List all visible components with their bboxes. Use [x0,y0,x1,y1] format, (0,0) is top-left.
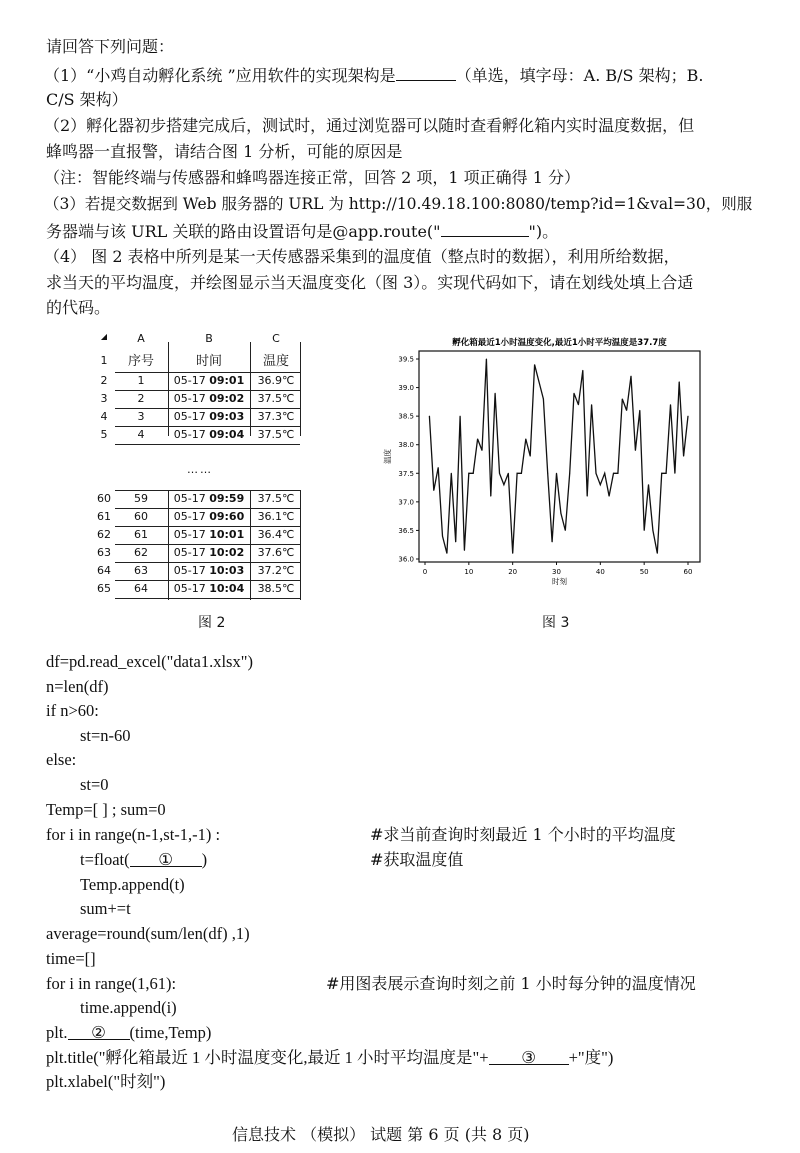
y-axis-label: 温度 [383,449,392,464]
x-tick-label: 10 [464,568,474,576]
header-cell: 时间 [195,354,222,369]
x-tick-label: 60 [683,568,693,576]
time: 09:04 [209,428,245,441]
code-line: plt.xlabel("时刻") [46,1072,166,1091]
time: 10:01 [209,528,245,541]
table-row [95,562,305,580]
cell-temp: 37.5℃ [257,492,295,505]
table-row [95,508,305,526]
code-line: else: [46,750,77,769]
y-tick-label: 39.5 [398,355,414,364]
cell-temp: 36.9℃ [257,374,295,387]
date: 05-17 [173,564,206,577]
code-line: time.append(i) [80,998,177,1017]
data-point [451,473,452,474]
cell-time [169,428,249,441]
data-point [617,473,618,474]
code-line: sum+=t [80,899,131,918]
date: 05-17 [173,492,206,505]
code-line: n=len(df) [46,677,109,696]
data-point [569,473,570,474]
cell-index: 60 [134,510,148,523]
date: 05-17 [173,410,206,423]
data-point [530,456,531,457]
data-point [495,393,496,394]
data-point [639,410,640,411]
data-point [438,467,439,468]
question-4: （4） 图 2 表格中所列是某一天传感器采集到的温度值（整点时的数据），利用所给数据， [44,247,680,266]
row-number: 2 [100,374,108,387]
row-number: 5 [100,428,108,441]
col-letter: C [272,332,280,345]
code-text: plt.title("孵化箱最近 1 小时温度变化,最近 1 小时平均温度是"+ [46,1048,489,1067]
data-point [556,473,557,474]
data-point [512,553,513,554]
date: 05-17 [173,510,206,523]
answer-blank-2: ② [68,1023,130,1040]
col-letter: B [205,332,213,345]
time: 09:60 [209,510,245,523]
data-point [429,416,430,417]
table-row [95,490,305,508]
code-text: ) [201,850,208,869]
data-point [674,473,675,474]
cell-time [169,410,249,423]
cell-time [169,374,249,387]
row-number: 1 [100,354,108,367]
data-point [499,473,500,474]
answer-blank-3: ③ [489,1048,569,1065]
code-line: for i in range(n-1,st-1,-1) : [46,825,221,844]
x-tick-label: 50 [639,568,649,576]
code-line: st=0 [80,775,109,794]
row-number: 60 [97,492,111,505]
data-point [661,473,662,474]
x-tick-label: 0 [422,568,428,576]
table-row [95,580,305,598]
data-point [538,381,539,382]
temperature-series-line [429,359,688,553]
cell-index: 62 [134,546,148,559]
answer-blank [441,220,529,237]
cell-index: 59 [134,492,148,505]
cell-index: 4 [137,428,145,441]
data-point [644,530,645,531]
data-point [490,496,491,497]
table-row [95,390,305,408]
data-point [604,473,605,474]
table-row [95,426,305,444]
row-number: 62 [97,528,111,541]
data-point [486,359,487,360]
q2-note: （注：智能终端与传感器和蜂鸣器连接正常，回答 2 项，1 项正确得 1 分） [44,168,580,187]
cell-temp: 37.3℃ [257,410,295,423]
code-comment: #用图表展示查询时刻之前 1 小时每分钟的温度情况 [326,974,696,993]
data-point [670,404,671,405]
col-letter: A [137,332,145,345]
row-number: 64 [97,564,111,577]
data-point [683,456,684,457]
data-point [503,484,504,485]
y-tick-label: 38.5 [398,412,414,421]
data-point [534,364,535,365]
x-tick-label: 40 [595,568,605,576]
time: 09:03 [209,410,245,423]
page-footer: 信息技术 （模拟） 试题 第 6 页 (共 8 页) [232,1125,530,1144]
y-tick-label: 36.5 [398,526,414,535]
data-point [574,393,575,394]
cell-temp: 36.1℃ [257,510,295,523]
data-point [477,439,478,440]
code-line: time=[] [46,949,96,968]
data-point [578,404,579,405]
data-point [587,496,588,497]
date: 05-17 [173,546,206,559]
data-point [609,496,610,497]
data-point [635,450,636,451]
corner-icon: ◢ [100,332,108,341]
cell-index: 63 [134,564,148,577]
data-point [595,473,596,474]
data-point [464,550,465,551]
row-number: 61 [97,510,111,523]
data-point [473,473,474,474]
cell-index: 3 [137,410,145,423]
cell-temp: 37.2℃ [257,564,295,577]
cell-temp: 37.5℃ [257,428,295,441]
time: 09:59 [209,492,245,505]
date: 05-17 [173,528,206,541]
code-line: average=round(sum/len(df) ,1) [46,924,250,943]
data-point [455,541,456,542]
q3-text: 务器端与该 URL 关联的路由设置语句是@app.route(" [46,222,441,241]
row-number: 4 [100,410,108,423]
data-point [525,439,526,440]
cell-index: 61 [134,528,148,541]
data-point [547,473,548,474]
question-2: （2）孵化器初步搭建完成后，测试时，通过浏览器可以随时查看孵化箱内实时温度数据，但 [44,116,695,135]
q2-cont: 蜂鸣器一直报警，请结合图 1 分析，可能的原因是 [46,142,403,161]
cell-time [169,510,249,523]
x-tick-label: 30 [552,568,561,576]
code-line [80,850,207,870]
q3-end: ")。 [528,222,559,241]
column-letters [95,330,305,348]
code-text: (time,Temp) [129,1023,212,1042]
data-point [631,376,632,377]
figure-3-caption: 图 3 [542,615,570,631]
q1-text: （1）“小鸡自动孵化系统 ”应用软件的实现架构是 [44,66,396,85]
cell-time [169,582,249,595]
data-point [468,473,469,474]
data-point [666,473,667,474]
data-point [648,484,649,485]
y-tick-label: 36.0 [398,555,414,564]
table-row [95,408,305,426]
date: 05-17 [173,392,206,405]
code-text: plt. [46,1023,68,1042]
q1-options: （单选，填字母：A. B/S 架构；B. [455,66,704,85]
cell-temp: 38.5℃ [257,582,295,595]
data-point [433,490,434,491]
date: 05-17 [173,374,206,387]
time: 09:01 [209,374,245,387]
chart-title: 孵化箱最近1小时温度变化,最近1小时平均温度是37.7度 [452,338,667,348]
cell-time [169,528,249,541]
time: 09:02 [209,392,245,405]
y-tick-label: 37.5 [398,469,414,478]
header-cell: 序号 [127,354,154,369]
cell-temp: 36.4℃ [257,528,295,541]
figure-2-caption: 图 2 [198,615,226,631]
table-row [95,372,305,390]
data-point [652,530,653,531]
data-point [517,473,518,474]
x-tick-label: 20 [508,568,518,576]
code-line: Temp.append(t) [80,875,185,894]
header-row [95,348,305,372]
data-point [565,530,566,531]
header-cell: 温度 [262,354,289,369]
code-line [46,1048,613,1068]
ellipsis: …… [187,463,213,476]
cell-index: 2 [137,392,145,405]
time: 10:03 [209,564,245,577]
cell-time [169,546,249,559]
row-number: 65 [97,582,111,595]
q1-cont: C/S 架构） [46,90,128,109]
data-point [622,399,623,400]
cell-time [169,392,249,405]
code-comment: #获取温度值 [370,850,464,869]
data-point [600,484,601,485]
q4-cont: 求当天的平均温度，并绘图显示当天温度变化（图 3）。实现代码如下，请在划线处填上合适 [46,273,694,292]
cell-index: 1 [137,374,145,387]
code-comment: #求当前查询时刻最近 1 个小时的平均温度 [370,825,676,844]
data-point [688,416,689,417]
data-point [442,536,443,537]
row-number: 63 [97,546,111,559]
table-row [95,526,305,544]
data-point [679,381,680,382]
q3-cont [46,220,558,242]
data-point [582,370,583,371]
data-point [481,450,482,451]
code-line: df=pd.read_excel("data1.xlsx") [46,652,253,671]
date: 05-17 [173,428,206,441]
y-tick-label: 37.0 [398,498,414,507]
cell-index: 64 [134,582,148,595]
answer-blank [396,64,456,81]
cell-time [169,564,249,577]
data-point [552,541,553,542]
temperature-line-chart [360,330,705,595]
cell-temp: 37.5℃ [257,392,295,405]
y-tick-label: 38.0 [398,441,414,450]
data-point [613,473,614,474]
data-point [460,416,461,417]
code-line: st=n-60 [80,726,131,745]
data-point [508,473,509,474]
data-point [446,553,447,554]
q4-end: 的代码。 [46,298,111,317]
row-number: 3 [100,392,108,405]
cell-time [169,492,249,505]
data-point [521,473,522,474]
code-line [46,1023,211,1043]
data-point [626,410,627,411]
data-point [560,513,561,514]
data-point [657,553,658,554]
code-line: if n>60: [46,701,99,720]
code-text: t=float( [80,850,130,869]
data-point [591,404,592,405]
answer-blank-1: ① [130,850,202,867]
code-line: Temp=[ ] ; sum=0 [46,800,166,819]
data-point [543,399,544,400]
time: 10:04 [209,582,245,595]
date: 05-17 [173,582,206,595]
intro: 请回答下列问题： [46,37,175,56]
time: 10:02 [209,546,245,559]
x-axis-label: 时刻 [552,577,567,586]
code-text: +"度") [568,1048,614,1067]
y-tick-label: 39.0 [398,384,414,393]
code-line: for i in range(1,61): [46,974,177,993]
table-row [95,544,305,562]
question-1 [44,64,703,86]
question-3: （3）若提交数据到 Web 服务器的 URL 为 http://10.49.18.100:8080/temp?id=1&val=30，则服 [44,195,753,213]
cell-temp: 37.6℃ [257,546,295,559]
